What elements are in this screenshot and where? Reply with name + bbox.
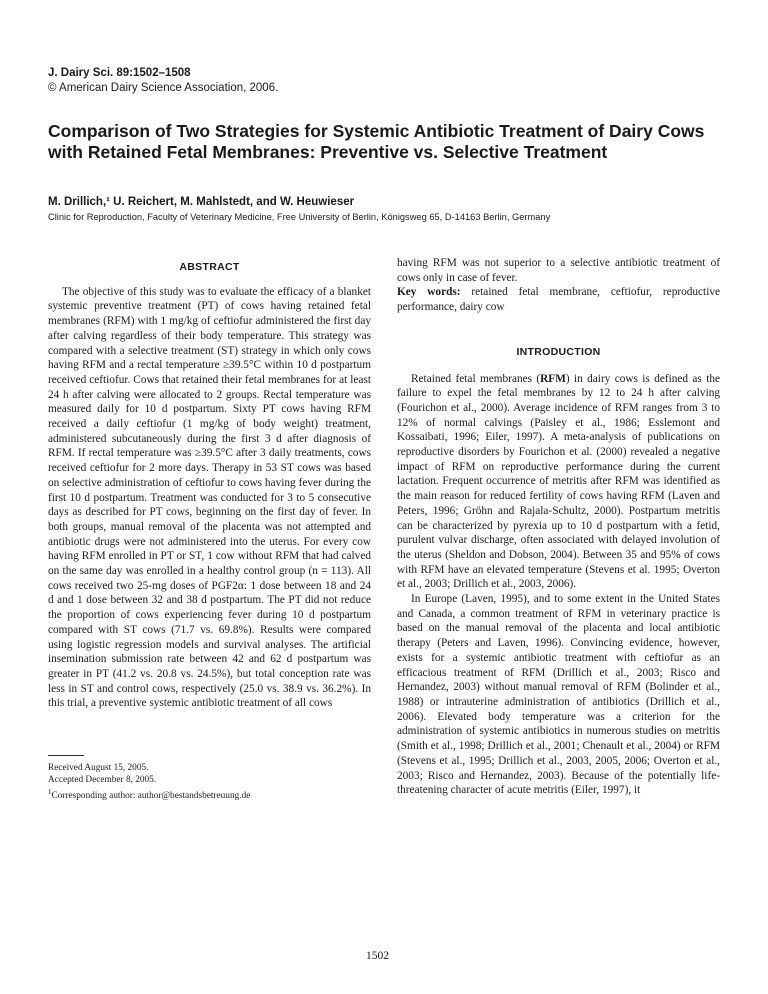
abstract-continued: having RFM was not superior to a selective antibiotic treatment of cows only in case of fever. — [397, 257, 720, 284]
accepted-date: Accepted December 8, 2005. — [48, 775, 157, 786]
rfm-abbreviation: RFM — [540, 372, 566, 385]
journal-header — [48, 66, 278, 96]
journal-reference: J. Dairy Sci. 89:1502–1508 — [48, 67, 191, 79]
footnote-mark: 1 — [48, 788, 52, 797]
intro-paragraph-1 — [397, 372, 720, 593]
page-number: 1502 — [366, 950, 389, 962]
corresponding-author — [48, 786, 371, 802]
keywords-label: Key words: — [397, 286, 461, 299]
received-date: Received August 15, 2005. — [48, 763, 149, 774]
abstract-heading: ABSTRACT — [179, 261, 240, 273]
introduction-heading: INTRODUCTION — [516, 345, 601, 358]
intro-p1-rest: ) in dairy cows is defined as the failure to expel the fetal membranes by 12 to 24 h after calving (Fourichon et al., 2000). Average incidence of RFM ranges from 3 to 12% of normal calvings (Paisley et al., 1986; Esslemont and Kossaibati, 1996; Eiler, 1997). A meta-analysis of publications on reproductive disorders by Fourichon et al. (2000) revealed a negative impact of RFM on reproductive performance during the current lactation. Frequent occurrence of metritis after RFM was identified as the main reason for reduced fertility of cows having RFM (Laven and Peters, 1996; Gröhn and Rajala-Schultz, 2000). Postpartum metritis can be characterized by pyrexia up to 10 d postpartum with a fetid, purulent vulvar discharge, often associated with delayed involution of the uterus (Sheldon and Dobson, 2004). Between 35 and 95% of cows with RFM have an elevated temperature (Stevens et al. 1995; Overton et al., 2003; Drillich et al., 2003, 2006). — [397, 372, 720, 591]
affiliation: Clinic for Reproduction, Faculty of Veterinary Medicine, Free University of Berlin, Königsweg 65, D-14163 Berlin, Germany — [48, 212, 551, 222]
footnote-divider — [48, 755, 84, 756]
left-column — [48, 256, 371, 802]
keywords-text: retained fetal membrane, ceftiofur, reproductive performance, dairy cow — [397, 286, 720, 314]
keywords — [397, 285, 720, 314]
right-column — [397, 256, 720, 798]
corresponding-author-text: Corresponding author: author@bestandsbetreuung.de — [51, 791, 251, 802]
author-list: M. Drillich,¹ U. Reichert, M. Mahlstedt, and W. Heuwieser — [48, 196, 355, 208]
abstract-text: The objective of this study was to evaluate the efficacy of a blanket systemic preventive treatment (PT) of cows having retained fetal membranes (RFM) with 1 mg/kg of ceftiofur administered the first day after calving regardless of their body temperature. This strategy was compared with a selective treatment (ST) strategy in which only cows having RFM and a rectal temperature ≥39.5°C within 10 d postpartum received ceftiofur. Cows that retained their fetal membranes for at least 24 h after calving were allocated to 2 groups. Rectal temperature was measured daily for 10 d postpartum. Sixty PT cows having RFM received a daily ceftiofur (1 mg/kg of body weight) treatment, administered subcutaneously during the first 3 d after diagnosis of RFM. If rectal temperature was ≥39.5°C after 3 daily treatments, cows received ceftiofur for 2 more days. Therapy in 53 ST cows was based on selective administration of ceftiofur to cows having fever during the first 10 d postpartum. Treatment was conducted for 3 to 5 consecutive days as described for PT cows, beginning on the first day of fever. In both groups, manual removal of the placenta was not attempted and antibiotic drugs were not administered into the uterus. For every cow having RFM enrolled in PT or ST, 1 cow without RFM that had calved on the same day was enrolled in a healthy control group (n = 113). All cows received two 25-mg doses of PGF2α: 1 dose between 18 and 24 d and 1 dose between 32 and 38 d postpartum. The PT did not reduce the proportion of cows experiencing fever during 10 d postpartum compared with ST cows (71.7 vs. 69.8%). Results were compared using logistic regression models and survival analyses. The artificial insemination submission rate between 42 and 62 d postpartum was greater in PT (41.2 vs. 20.8 vs. 24.5%), but total conception rate was less in ST and control cows, respectively (25.0 vs. 38.9 vs. 36.2%). In this trial, a preventive systemic antibiotic treatment of all cows — [48, 285, 371, 710]
article-title: Comparison of Two Strategies for Systemic Antibiotic Treatment of Dairy Cows with Retained Fetal Membranes: Preventive vs. Selective Treatment — [48, 121, 705, 162]
intro-p1-start: Retained fetal membranes ( — [411, 372, 541, 385]
copyright-line: © American Dairy Science Association, 2006. — [48, 82, 279, 94]
footnotes — [48, 762, 371, 802]
intro-paragraph-2: In Europe (Laven, 1995), and to some extent in the United States and Canada, a common treatment of RFM in veterinary practice is based on the manual removal of the placenta and local antibiotic therapy (Peters and Laven, 1996). Convincing evidence, however, exists for a systemic antibiotic treatment with ceftiofur as an efficacious treatment of RFM (Drillich et al., 2003; Risco and Hernandez, 2003) without manual removal of RFM (Bolinder et al., 1988) or intrauterine administration of antibiotics (Drillich et al., 2006). Elevated body temperature was a criterion for the administration of systemic antibiotics in numerous studies on metritis (Smith et al., 1998; Drillich et al., 2001; Chenault et al., 2004) or RFM (Stevens et al., 1995; Drillich et al., 2003, 2005, 2006; Overton et al., 2003; Risco and Hernandez, 2003). Because of the potentially life-threatening character of acute metritis (Eiler, 1997), it — [397, 593, 720, 797]
